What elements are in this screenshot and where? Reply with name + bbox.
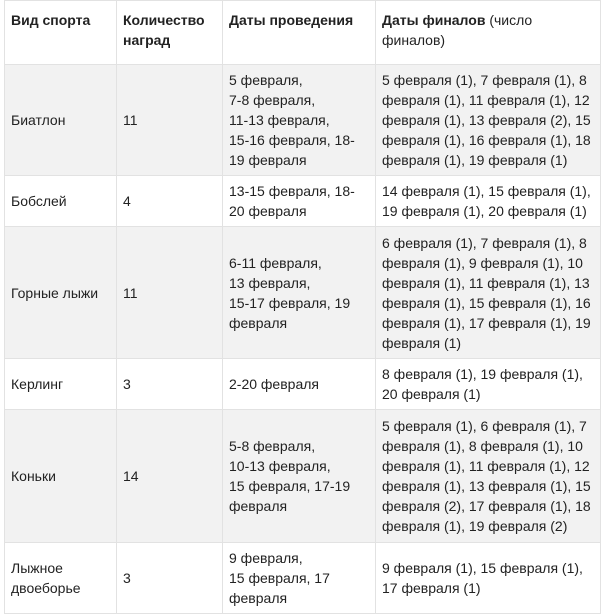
table-row bbox=[5, 227, 601, 359]
cell-dates-line: 5 февраля, bbox=[229, 72, 303, 88]
cell-sport: Керлинг bbox=[5, 359, 117, 410]
table-header-row bbox=[5, 1, 601, 65]
header-finals-note: (число финалов) bbox=[382, 12, 533, 48]
cell-dates bbox=[223, 176, 376, 227]
table-row bbox=[5, 543, 601, 614]
cell-dates-line: 2-20 февраля bbox=[229, 376, 319, 392]
cell-dates-line: 13 февраля, bbox=[229, 274, 311, 291]
header-medals: Количество наград bbox=[117, 1, 223, 65]
cell-dates-line: 13-15 февраля, 18-20 февраля bbox=[229, 183, 355, 219]
cell-medals: 3 bbox=[117, 543, 223, 614]
header-dates: Даты проведения bbox=[223, 1, 376, 65]
cell-sport: Лыжное двоеборье bbox=[5, 543, 117, 614]
cell-dates-line: 15-17 февраля, 19 февраля bbox=[229, 294, 351, 331]
cell-dates-line: 11-13 февраля, bbox=[229, 112, 330, 128]
cell-finals: 5 февраля (1), 6 февраля (1), 7 февраля (1), 8 февраля (1), 10 февраля (1), 11 февраля (1), 12 февраля (1), 13 февраля (1), 15 февраля (2), 17 февраля (1), 18 февраля (1), 19 февраля (2) bbox=[376, 410, 601, 543]
olympics-schedule-table bbox=[4, 0, 601, 614]
cell-dates bbox=[223, 410, 376, 543]
cell-dates-line: 9 февраля, bbox=[229, 550, 303, 566]
cell-finals: 9 февраля (1), 15 февраля (1), 17 февраля (1) bbox=[376, 543, 601, 614]
cell-dates-line: 15-16 февраля, 18-19 февраля bbox=[229, 132, 355, 168]
cell-sport: Горные лыжи bbox=[5, 227, 117, 359]
cell-sport: Коньки bbox=[5, 410, 117, 543]
header-finals bbox=[376, 1, 601, 65]
cell-sport: Биатлон bbox=[5, 65, 117, 176]
cell-medals: 14 bbox=[117, 410, 223, 543]
cell-medals: 4 bbox=[117, 176, 223, 227]
cell-dates bbox=[223, 359, 376, 410]
cell-medals: 3 bbox=[117, 359, 223, 410]
cell-dates bbox=[223, 543, 376, 614]
header-sport: Вид спорта bbox=[5, 1, 117, 65]
cell-finals: 8 февраля (1), 19 февраля (1), 20 февраля (1) bbox=[376, 359, 601, 410]
table-row bbox=[5, 65, 601, 176]
cell-dates-line: 15 февраля, 17 февраля bbox=[229, 570, 330, 606]
cell-medals: 11 bbox=[117, 65, 223, 176]
cell-dates-line: 15 февраля, 17-19 февраля bbox=[229, 478, 351, 514]
cell-dates bbox=[223, 65, 376, 176]
cell-finals: 6 февраля (1), 7 февраля (1), 8 февраля (1), 9 февраля (1), 10 февраля (1), 11 февраля (1), 13 февраля (1), 15 февраля (1), 16 февраля (1), 17 февраля (1), 19 февраля (1) bbox=[376, 227, 601, 359]
cell-dates-line: 6-11 февраля, bbox=[229, 254, 322, 271]
table-row bbox=[5, 410, 601, 543]
header-finals-bold: Даты финалов bbox=[382, 12, 486, 28]
cell-dates-line: 5-8 февраля, bbox=[229, 438, 316, 454]
cell-sport: Бобслей bbox=[5, 176, 117, 227]
table-row bbox=[5, 176, 601, 227]
table-row bbox=[5, 359, 601, 410]
cell-finals: 5 февраля (1), 7 февраля (1), 8 февраля (1), 11 февраля (1), 12 февраля (1), 13 февраля (2), 15 февраля (1), 16 февраля (1), 18 февраля (1), 19 февраля (1) bbox=[376, 65, 601, 176]
cell-finals: 14 февраля (1), 15 февраля (1), 19 февраля (1), 20 февраля (1) bbox=[376, 176, 601, 227]
cell-dates-line: 10-13 февраля, bbox=[229, 458, 331, 474]
cell-medals: 11 bbox=[117, 227, 223, 359]
cell-dates bbox=[223, 227, 376, 359]
cell-dates-line: 7-8 февраля, bbox=[229, 92, 316, 108]
